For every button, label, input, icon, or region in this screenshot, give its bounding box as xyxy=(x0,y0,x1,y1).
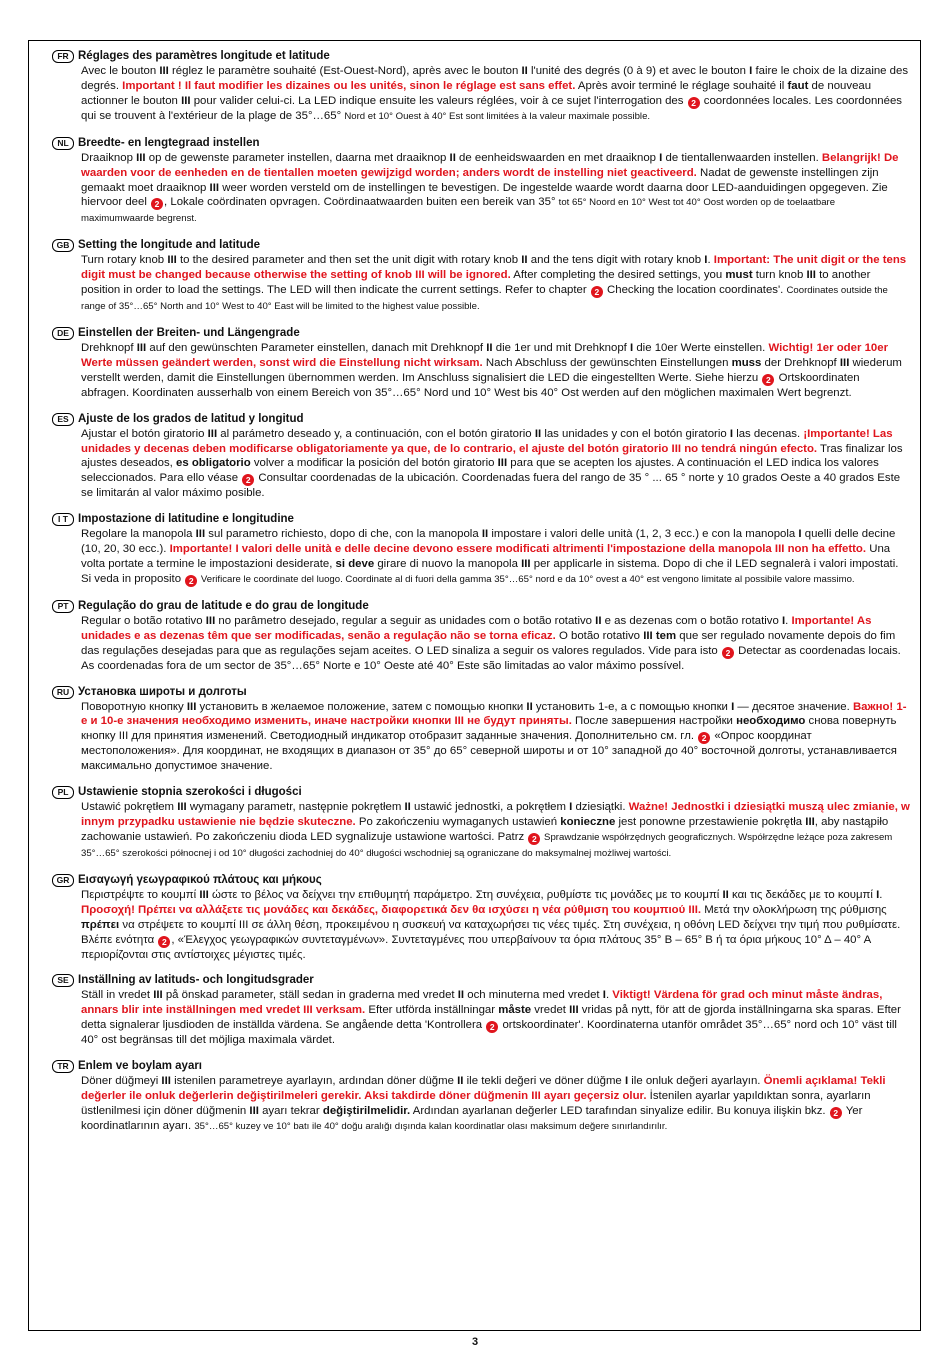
section-pt xyxy=(52,599,910,674)
section-gb xyxy=(52,238,910,315)
body-text: και τις δεκάδες με το κουμπί xyxy=(728,888,877,901)
body-text: al parámetro deseado y, a continuación, con el botón giratorio xyxy=(217,427,535,440)
emphasis-text: III xyxy=(153,989,163,1002)
body-text: Поворотную кнопку xyxy=(81,700,187,713)
body-text: der Drehknopf xyxy=(761,356,840,369)
section-title: Regulação do grau de latitude e do grau de longitude xyxy=(78,599,369,612)
body-text: weer worden versteld om de instellingen te bevestigen. De ingestelde waarde wordt daarna door LED-aanduidingen opgegeven. Zie hiervoor deel xyxy=(81,181,888,209)
body-text: Drehknopf xyxy=(81,341,137,354)
emphasis-text: must xyxy=(725,269,753,282)
language-badge: PL xyxy=(52,786,74,799)
body-text: установить 1-е, а с помощью кнопки xyxy=(532,700,732,713)
warning-text: Προσοχή! Πρέπει να αλλάξετε τις μονάδες και δεκάδες, διαφορετικά δεν θα ισχύσει η νέα ρύθμιση του κουμπιού III. xyxy=(81,903,702,916)
emphasis-text: I xyxy=(798,528,802,541)
emphasis-text: es obligatorio xyxy=(176,457,251,470)
section-body xyxy=(81,527,910,588)
emphasis-text: III xyxy=(195,528,206,541)
body-text: Nach Abschluss der gewünschten Einstellungen xyxy=(482,356,732,369)
section-title: Εισαγωγή γεωγραφικού πλάτους και μήκους xyxy=(78,873,322,886)
section-body xyxy=(81,253,910,315)
emphasis-text: faut xyxy=(787,79,809,92)
emphasis-text: I xyxy=(781,614,786,627)
emphasis-text: III xyxy=(805,816,815,829)
emphasis-text: II xyxy=(457,1075,464,1088)
section-de xyxy=(52,326,910,401)
emphasis-text: III xyxy=(249,1104,259,1117)
emphasis-text: III xyxy=(521,558,531,571)
warning-text: Важно! 1-е и 10-е значения необходимо изменить, иначе настройки кнопки III не будут приняты. xyxy=(81,700,907,728)
body-text: Ustawić pokrętłem xyxy=(81,801,178,814)
emphasis-text: III xyxy=(207,427,218,440)
body-text: снова повернуть кнопку III для принятия изменений. Светодиодный индикатор отобразит заданные значения. Дополнительно см. гл. xyxy=(81,715,897,743)
chapter-number-icon: 2 xyxy=(762,374,774,386)
body-text: , aby nastąpiło zachowanie ustawień. Po zakończeniu dioda LED sygnalizuje ustawione wartości. Patrz xyxy=(81,816,889,843)
emphasis-text: III xyxy=(161,1075,171,1088)
section-body xyxy=(81,988,910,1048)
section-se xyxy=(52,973,910,1048)
body-text: Nadat de gewenste instellingen zijn gemaakt moet draaiknop xyxy=(81,166,879,194)
emphasis-text: III xyxy=(177,801,187,814)
body-text: Turn rotary knob xyxy=(81,254,168,267)
instruction-sections xyxy=(52,49,910,1146)
language-badge: I T xyxy=(52,513,74,526)
section-title: Einstellen der Breiten- und Längengrade xyxy=(78,326,300,339)
section-body xyxy=(81,64,910,125)
body-text: sul parametro richiesto, dopo di che, con la manopola xyxy=(205,528,482,541)
section-body xyxy=(81,151,910,228)
warning-text: Important: The unit digit or the tens digit must be changed because otherwise the setting of knob III will be ignored. xyxy=(81,254,907,282)
body-text: wiederum verstellt werden, damit die Einstellungen übernommen werden. Im Anschluss signalisiert die LED die eingestellten Werte. Siehe hierzu xyxy=(81,356,902,384)
emphasis-text: I xyxy=(876,888,880,901)
body-text: auf den gewünschten Parameter einstellen, danach mit Drehknopf xyxy=(146,341,487,354)
body-text: die 10er Werte einstellen. xyxy=(633,341,769,354)
section-ru xyxy=(52,685,910,775)
body-text: . xyxy=(707,254,714,267)
emphasis-text: III xyxy=(186,700,197,713)
body-text: las decenas. xyxy=(733,427,804,440)
emphasis-text: değiştirilmelidir. xyxy=(322,1104,411,1117)
emphasis-text: III xyxy=(209,181,220,194)
emphasis-text: II xyxy=(595,614,602,627)
emphasis-text: II xyxy=(404,801,411,814)
body-text: Ortskoordinaten abfragen. Koordinaten ausserhalb von einem Bereich von 35°…65° Nord und 10° West bis 40° Ost werden auf den möglichen maximalen Wert begrenzt. xyxy=(81,371,860,399)
body-text: Una volta portate a termine le impostazioni desiderate, xyxy=(81,543,891,571)
body-text: O botão rotativo xyxy=(555,629,644,642)
emphasis-text: II xyxy=(521,254,528,267)
section-body xyxy=(81,888,910,963)
body-text: . xyxy=(879,888,883,901)
language-badge: FR xyxy=(52,50,74,63)
body-text: — десятое значение. xyxy=(734,700,853,713)
body-text: op de gewenste parameter instellen, daarna met draaiknop xyxy=(145,151,450,164)
body-text: på önskad parameter, ställ sedan in graderna med vredet xyxy=(162,989,458,1002)
body-text: ile onluk değeri ayarlayın. xyxy=(628,1075,764,1088)
body-text: Ajustar el botón giratorio xyxy=(81,427,208,440)
emphasis-text: II xyxy=(486,341,493,354)
body-text: «Опрос координат местоположения». Для координат, не входящих в диапазон от 35° до 65° северной широты и от 10° западной до 40° восточной долготы, устанавливается максимально допустимое значение. xyxy=(81,730,897,773)
emphasis-text: I xyxy=(704,254,708,267)
body-text: and the tens digit with rotary knob xyxy=(527,254,705,267)
body-text: girare di nuovo la manopola xyxy=(374,558,522,571)
section-nl xyxy=(52,136,910,228)
body-text: Avec le bouton xyxy=(81,65,160,77)
body-text: Efter utförda inställningar xyxy=(365,1004,499,1017)
section-gr xyxy=(52,873,910,963)
emphasis-text: III xyxy=(181,94,191,107)
language-badge: NL xyxy=(52,137,74,150)
warning-text: Belangrijk! De waarden voor de eenheden en de tientallen moeten gewijzigd worden; anders wordt de instelling niet geactiveerd. xyxy=(81,151,899,179)
chapter-number-icon: 2 xyxy=(158,936,170,948)
emphasis-text: konieczne xyxy=(560,816,616,829)
warning-text: Viktigt! Värdena för grad och minut måste ändras, annars blir inte inställningen med vredet III verksam. xyxy=(81,989,883,1017)
fine-print-text: Coordinates outside the range of 35°…65° North and 10° West to 40° East will be limited to the highest value possible. xyxy=(81,285,888,312)
emphasis-text: II xyxy=(521,65,528,77)
emphasis-text: I xyxy=(602,989,606,1002)
section-body xyxy=(81,800,910,862)
body-text: Detectar as coordenadas locais. As coordenadas fora de um sector de 35°…65° Norte e 10° Oeste até 40° Este são limitadas ao valor máximo possível. xyxy=(81,644,901,672)
body-text: jest ponowne przestawienie pokrętła xyxy=(615,816,806,829)
chapter-number-icon: 2 xyxy=(698,732,710,744)
section-it xyxy=(52,512,910,588)
body-text: die 1er und mit Drehknopf xyxy=(492,341,630,354)
emphasis-text: III xyxy=(159,65,169,77)
body-text: istenilen parametreye ayarlayın, ardından döner düğme xyxy=(170,1075,458,1088)
body-text: faire le choix de la dizaine des degrés. xyxy=(81,65,909,92)
body-text: , Lokale coördinaten opvragen. Coördinaatwaarden buiten een bereik van 35° xyxy=(164,196,559,209)
emphasis-text: si deve xyxy=(335,558,375,571)
emphasis-text: II xyxy=(457,989,465,1002)
emphasis-text: необходимо xyxy=(736,715,806,728)
fine-print-text: tot 65° Noord en 10° West tot 40° Oost worden op de toelaatbare maximumwaarde begrenst. xyxy=(81,197,836,225)
language-badge: RU xyxy=(52,686,74,699)
emphasis-text: I xyxy=(659,151,663,164)
body-text: per applicarle in sistema. Dopo di che il LED segnalerà i valori impostati. Si veda in proposito xyxy=(81,558,899,585)
language-badge: ES xyxy=(52,413,74,426)
section-body xyxy=(81,700,910,775)
body-text: Yer koordinatlarının ayarı. xyxy=(81,1104,863,1132)
emphasis-text: III xyxy=(569,1004,579,1017)
emphasis-text: πρέπει xyxy=(81,918,120,931)
language-badge: GR xyxy=(52,874,74,887)
body-text: Ställ in vredet xyxy=(81,989,154,1002)
chapter-number-icon: 2 xyxy=(722,647,734,659)
body-text: ayarı tekrar xyxy=(258,1104,323,1117)
body-text: . xyxy=(785,614,792,627)
emphasis-text: muss xyxy=(731,356,762,369)
body-text: de nouveau actionner le bouton xyxy=(81,79,872,107)
body-text: vridas på nytt, för att de gjorda inställningarna ska sparas. Efter detta signalerar ljusdioden de inställda värdena. Se angående detta 'Kontrollera xyxy=(81,1004,901,1032)
emphasis-text: II xyxy=(722,888,729,901)
emphasis-text: I xyxy=(569,801,573,814)
language-badge: DE xyxy=(52,327,74,340)
emphasis-text: II xyxy=(481,528,489,541)
section-title: Ajuste de los grados de latitud y longitud xyxy=(78,412,304,425)
body-text: Checking the location coordinates'. xyxy=(603,284,787,297)
chapter-number-icon: 2 xyxy=(830,1107,842,1119)
section-title: Breedte- en lengtegraad instellen xyxy=(78,136,260,149)
emphasis-text: III xyxy=(205,614,216,627)
body-text: Regular o botão rotativo xyxy=(81,614,206,627)
body-text: no parâmetro desejado, regular a seguir as unidades com o botão rotativo xyxy=(215,614,596,627)
section-es xyxy=(52,412,910,502)
warning-text: Importante! I valori delle unità e delle decine devono essere modificati altrimenti l'impostazione della manopola III non ha effetto. xyxy=(169,543,867,556)
body-text: turn knob xyxy=(752,269,807,282)
body-text: to another position in order to load the settings. The LED will then indicate the current settings. Refer to chapter xyxy=(81,269,871,297)
body-text: volver a modificar la posición del botón giratorio xyxy=(250,457,498,470)
emphasis-text: I xyxy=(731,700,735,713)
body-text: de tientallenwaarden instellen. xyxy=(662,151,822,164)
body-text: установить в желаемое положение, затем с помощью кнопки xyxy=(196,700,527,713)
fine-print-text: 35°…65° kuzey ve 10° batı ile 40° doğu aralığı dışında kalan koordinatlar olası maksimum değere sınırlandırılır. xyxy=(194,1120,668,1132)
body-text: . xyxy=(605,989,613,1002)
section-fr xyxy=(52,49,910,125)
chapter-number-icon: 2 xyxy=(242,474,254,486)
warning-text: Ważne! Jednostki i dziesiątki muszą ulec zmianie, w innym przypadku ustawienie nie będzie skuteczne. xyxy=(81,801,910,829)
warning-text: Important ! Il faut modifier les dizaines ou les unités, sinon le réglage est sans effet. xyxy=(122,79,576,92)
chapter-number-icon: 2 xyxy=(688,97,700,109)
body-text: och minuterna med vredet xyxy=(464,989,603,1002)
body-text: ώστε το βέλος να δείχνει την επιθυμητή παράμετρο. Στη συνέχεια, ρυθμίστε τις μονάδες με το κουμπί xyxy=(208,888,723,901)
section-title: Ustawienie stopnia szerokości i długości xyxy=(78,786,302,799)
body-text: l'unité des degrés (0 à 9) et avec le bouton xyxy=(527,65,750,77)
body-text: Ardından ayarlanan değerler LED tarafından sinyalize edilir. Bu konuya ilişkin bkz. xyxy=(410,1104,829,1117)
language-badge: SE xyxy=(52,974,74,987)
emphasis-text: III xyxy=(497,457,508,470)
emphasis-text: III xyxy=(167,254,177,267)
emphasis-text: måste xyxy=(498,1004,532,1017)
emphasis-text: II xyxy=(449,151,456,164)
warning-text: Wichtig! 1er oder 10er Werte müssen geändert werden, sonst wird die Einstellung nicht wirksam. xyxy=(81,341,889,369)
body-text: Περιστρέψτε το κουμπί xyxy=(81,888,200,901)
section-tr xyxy=(52,1059,910,1135)
body-text: réglez le paramètre souhaité (Est-Ouest-Nord), après avec le bouton xyxy=(168,65,522,77)
body-text: ustawić jednostki, a pokrętłem xyxy=(410,801,570,814)
body-text: , «Έλεγχος γεωγραφικών συντεταγμένων». Συντεταγμένες που υπερβαίνουν τα όρια πλάτους 35° Β – 65° Β ή τα όρια μήκους 10° Δ – 40° Α περιορίζονται στις αντίστοιχες μέγιστες τιμές. xyxy=(81,933,871,961)
emphasis-text: I xyxy=(624,1075,629,1088)
body-text: Μετά την ολοκλήρωση της ρύθμισης xyxy=(701,903,887,916)
warning-text: ¡Importante! Las unidades y decenas deben modificarse obligatoriamente ya que, de lo contrario, el ajuste del botón giratorio III no tendrá ningún efecto. xyxy=(81,427,893,455)
body-text: ile tekli değeri ve döner düğme xyxy=(463,1075,625,1088)
body-text: Po zakończeniu wymaganych ustawień xyxy=(355,816,561,829)
body-text: Consultar coordenadas de la ubicación. Coordenadas fuera del rango de 35 ° ... 65 ° norte y 10 grados Oeste a 40 grados Este se limitarán al valor máximo posible. xyxy=(81,472,901,500)
body-text: ortskoordinater'. Koordinaterna utanför området 35°…65° nord och 10° väst till 40° ost begränsas till det möjliga maximala värdet. xyxy=(81,1019,897,1047)
section-title: Réglages des paramètres longitude et latitude xyxy=(78,50,330,62)
emphasis-text: III xyxy=(839,356,850,369)
body-text: para que se acepten los ajustes. A continuación el LED indica los valores seleccionados. Para ello véase xyxy=(81,457,879,485)
language-badge: GB xyxy=(52,239,74,252)
language-badge: PT xyxy=(52,600,74,613)
body-text: e as dezenas com o botão rotativo xyxy=(601,614,782,627)
section-pl xyxy=(52,785,910,862)
body-text: vredet xyxy=(531,1004,570,1017)
section-title: Enlem ve boylam ayarı xyxy=(78,1060,203,1073)
body-text: Draaiknop xyxy=(81,151,137,164)
body-text: İstenilen ayarlar yapıldıktan sonra, ayarların üstlenilmesi için döner düğmenin xyxy=(81,1090,871,1117)
body-text: Après avoir terminé le réglage souhaité il xyxy=(575,79,788,92)
emphasis-text: III xyxy=(199,888,209,901)
body-text: que ser regulado novamente depois do fim das regulações desejadas para que as regulações sejam aceites. O LED sinaliza a seguir os valores regulados. Vide para isto xyxy=(81,629,896,657)
chapter-number-icon: 2 xyxy=(486,1021,498,1033)
section-body xyxy=(81,427,910,502)
fine-print-text: Sprawdzanie współrzędnych geograficznych. Współrzędne leżące poza zakresem 35°…65° szerokości północnej i od 10° długości zachodniej do 40° długości wschodniej są ograniczane do maksymalnej możliwej wartości. xyxy=(81,832,893,859)
warning-text: Önemli açıklama! Tekli değerler ile onluk değerlerin değiştirilmeleri gerekir. Aksi takdirde döner düğmenin III ayarı geçersiz olur. xyxy=(81,1075,886,1103)
chapter-number-icon: 2 xyxy=(151,198,163,210)
body-text: После завершения настройки xyxy=(571,715,737,728)
chapter-number-icon: 2 xyxy=(185,575,197,587)
chapter-number-icon: 2 xyxy=(591,286,603,298)
emphasis-text: II xyxy=(534,427,542,440)
body-text: Döner düğmeyi xyxy=(81,1075,162,1088)
section-body xyxy=(81,1074,910,1135)
emphasis-text: III xyxy=(136,341,147,354)
emphasis-text: I xyxy=(729,427,734,440)
fine-print-text: Nord et 10° Ouest à 40° Est sont limitées à la valeur maximale possible. xyxy=(344,110,651,122)
body-text: Regolare la manopola xyxy=(81,528,196,541)
body-text: wymagany parametr, następnie pokrętłem xyxy=(186,801,405,814)
language-badge: TR xyxy=(52,1060,74,1073)
body-text: After completing the desired settings, you xyxy=(510,269,726,282)
page-number: 3 xyxy=(471,1336,479,1348)
emphasis-text: III xyxy=(136,151,146,164)
body-text: pour valider celui-ci. La LED indique ensuite les valeurs réglées, voir à ce sujet l'interrogation des xyxy=(190,94,687,107)
body-text: impostare i valori delle unità (1, 2, 3 ecc.) e con la manopola xyxy=(488,528,799,541)
body-text: να στρέψετε το κουμπί III σε άλλη θέση, προκειμένου η συσκευή να καταχωρήσει τις νέες τιμές. Στη συνέχεια, η οθόνη LED δείχνει την τιμή που ρυθμίσατε. Βλέπε ενότητα xyxy=(81,918,901,946)
body-text: Tras finalizar los ajustes deseados, xyxy=(81,442,903,470)
body-text: dziesiątki. xyxy=(572,801,629,814)
emphasis-text: III tem xyxy=(643,629,677,642)
section-title: Setting the longitude and latitude xyxy=(78,239,261,252)
emphasis-text: III xyxy=(806,269,816,282)
body-text: las unidades y con el botón giratorio xyxy=(541,427,730,440)
section-body xyxy=(81,341,910,401)
emphasis-text: II xyxy=(526,700,533,713)
fine-print-text: Verificare le coordinate del luogo. Coordinate al di fuori della gamma 35°…65° nord e da 10° ovest a 40° est vengono limitate al possibile valore massimo. xyxy=(198,573,855,585)
body-text: coordonnées locales. Les coordonnées qui se trouvent à l'extérieur de la plage de 35°…65° xyxy=(81,94,902,122)
chapter-number-icon: 2 xyxy=(528,833,540,845)
emphasis-text: I xyxy=(630,341,634,354)
section-title: Установка широты и долготы xyxy=(78,685,247,698)
warning-text: Importante! As unidades e as dezenas têm que ser modificadas, senão a regulação não se torna eficaz. xyxy=(81,614,872,642)
section-title: Inställning av latituds- och longitudsgrader xyxy=(78,974,314,987)
body-text: to the desired parameter and then set the unit digit with rotary knob xyxy=(176,254,522,267)
section-body xyxy=(81,614,910,674)
body-text: de eenheidswaarden en met draaiknop xyxy=(455,151,660,164)
body-text: quelli delle decine (10, 20, 30 ecc.). xyxy=(81,528,896,556)
emphasis-text: I xyxy=(749,65,753,77)
section-title: Impostazione di latitudine e longitudine xyxy=(78,513,294,526)
